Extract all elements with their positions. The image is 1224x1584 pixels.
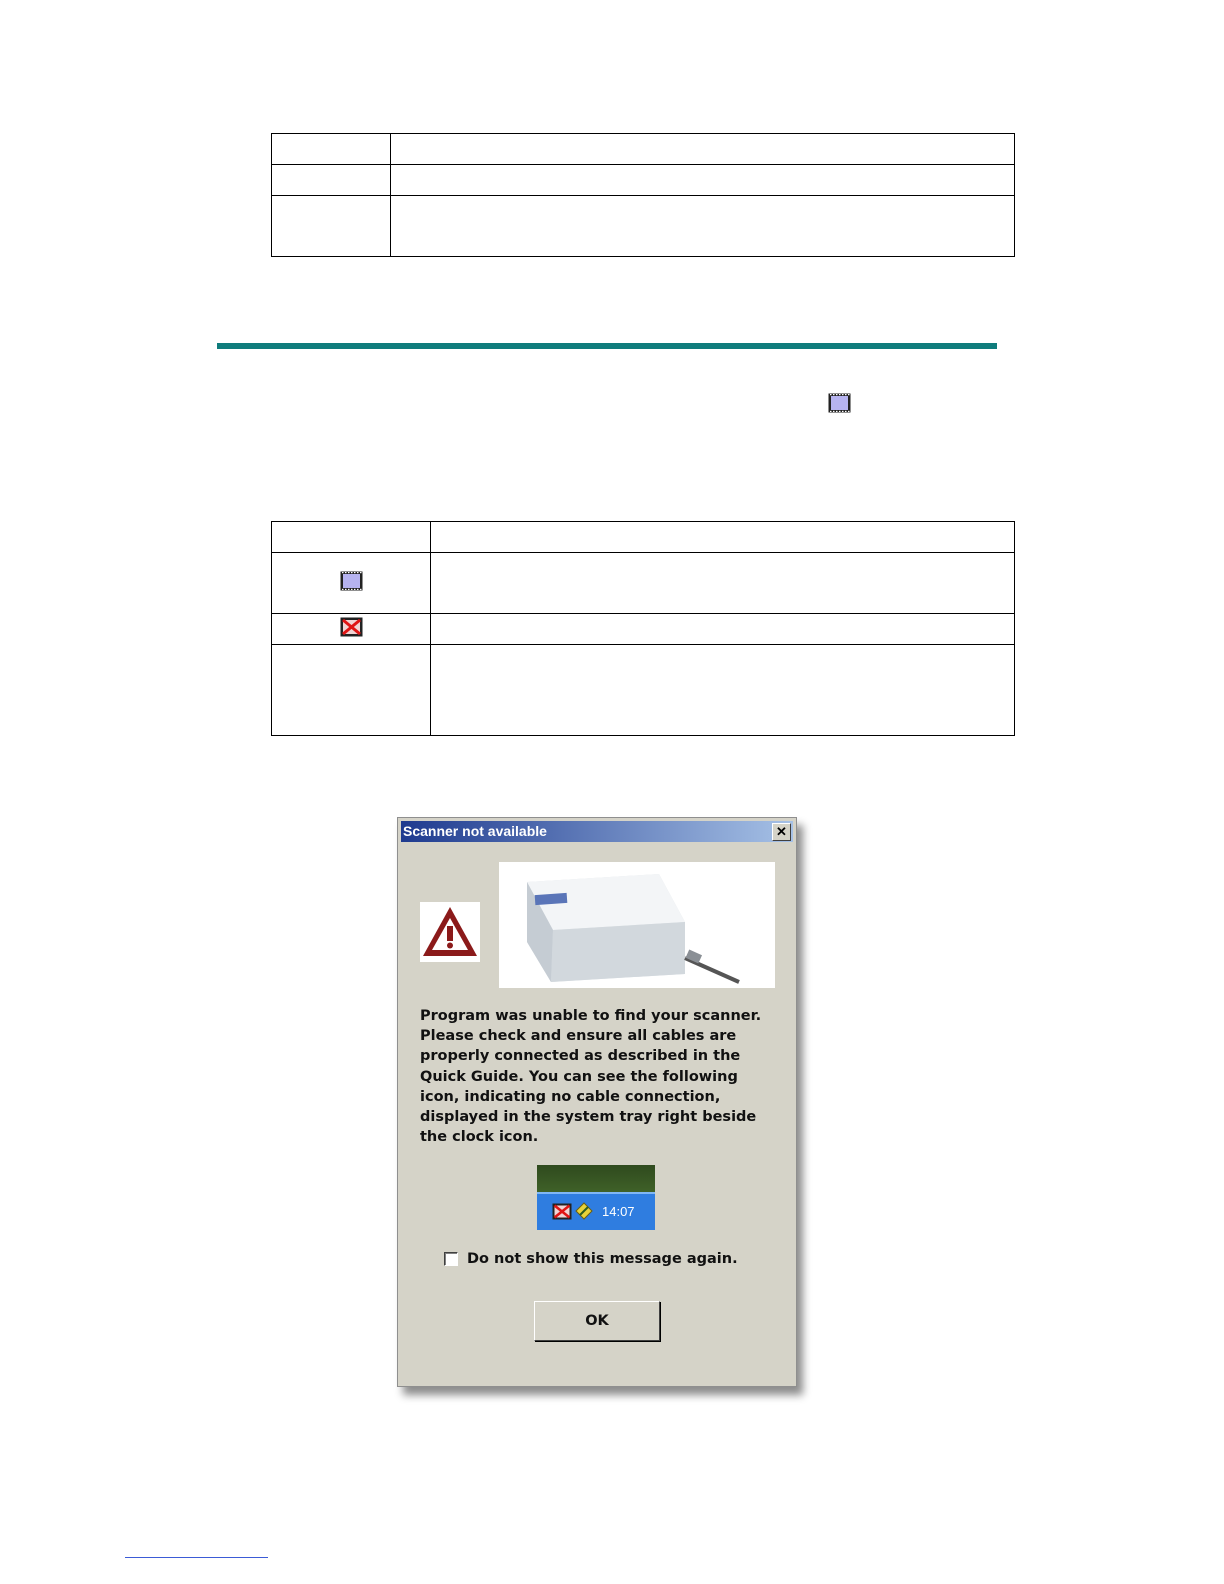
table-cell	[272, 614, 431, 645]
film-icon	[828, 393, 851, 413]
table-cell	[272, 196, 391, 257]
table-row	[272, 165, 1015, 196]
dialog-title: Scanner not available	[403, 823, 547, 839]
table-cell	[431, 645, 1015, 736]
scanner-image	[499, 862, 775, 988]
table-row	[272, 134, 1015, 165]
table-2	[271, 521, 1015, 736]
table-cell	[391, 134, 1015, 165]
close-icon: ✕	[776, 824, 787, 839]
table-cell	[431, 614, 1015, 645]
table-row	[272, 645, 1015, 736]
table-row	[272, 522, 1015, 553]
table-1	[271, 133, 1015, 257]
footnote-rule	[125, 1557, 268, 1558]
film-icon	[340, 571, 363, 591]
table-cell	[391, 196, 1015, 257]
table-cell	[431, 522, 1015, 553]
dont-show-again-label[interactable]: Do not show this message again.	[467, 1251, 738, 1267]
table-cell	[272, 165, 391, 196]
dont-show-again-checkbox[interactable]	[444, 1252, 458, 1266]
table-row	[272, 614, 1015, 645]
ok-button[interactable]: OK	[534, 1301, 660, 1341]
section-divider	[217, 343, 997, 349]
table-row	[272, 553, 1015, 614]
taskbar	[537, 1192, 655, 1230]
table-cell	[272, 522, 431, 553]
system-tray-image	[537, 1165, 655, 1230]
film-x-icon	[552, 1203, 572, 1225]
tray-clock: 14:07	[602, 1204, 635, 1219]
dialog-titlebar[interactable]	[401, 821, 793, 842]
table-cell	[431, 553, 1015, 614]
tray-background	[537, 1165, 655, 1192]
film-x-icon	[340, 617, 363, 637]
table-cell	[272, 134, 391, 165]
table-cell	[272, 553, 431, 614]
table-cell	[272, 645, 431, 736]
tray-tool-icon	[575, 1202, 593, 1225]
scanner-dialog	[397, 817, 797, 1387]
dialog-message: Program was unable to find your scanner. Please check and ensure all cables are properly connected as described in the Quick Guide. You can see the following icon, indicating no cable connection, displayed in the system tray right beside the clock icon.	[420, 1008, 762, 1146]
close-button[interactable]	[772, 823, 791, 841]
warning-triangle-icon	[420, 902, 480, 962]
table-cell	[391, 165, 1015, 196]
table-row	[272, 196, 1015, 257]
